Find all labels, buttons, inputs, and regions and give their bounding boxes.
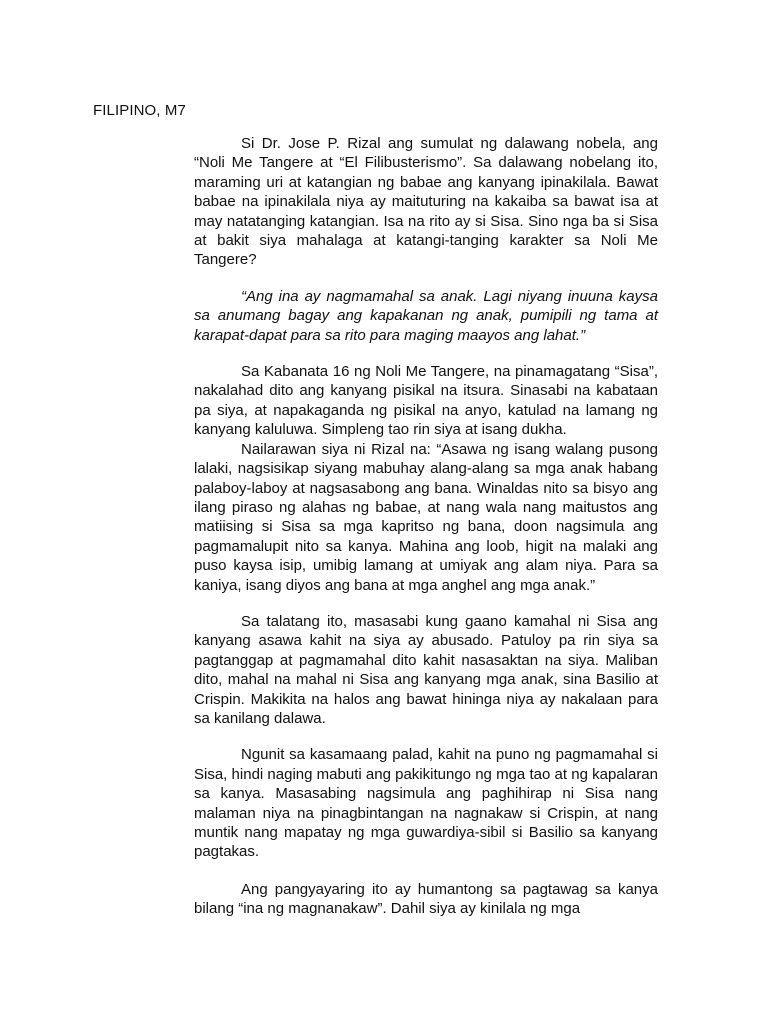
paragraph-rizal-description: Nailarawan siya ni Rizal na: “Asawa ng isang walang pusong lalaki, nagsisikap siyang mabuhay alang-alang sa mga anak habang palaboy-laboy at nagsasabong ang bana. Winaldas nito sa bisyo ang ilang piraso ng alahas ng babae, at nang wala nang maitustos ang matiising si Sisa sa mga kapritso ng bana, doon nagsimula ang pagmamalupit nito sa kanya. Mahina ang loob, higit na malaki ang puso kaysa isip, umibig lamang at umiyak ang alam niya. Para sa kaniya, isang diyos ang bana at mga anghel ang mga anak.”	[194, 440, 658, 594]
paragraph-kabanata-16: Sa Kabanata 16 ng Noli Me Tangere, na pinamagatang “Sisa”, nakalahad dito ang kanyang pisikal na itsura. Sinasabi na kabataan pa siya, at napakaganda ng pisikal na anyo, katulad na lamang ng kanyang kaluluwa. Simpleng tao rin siya at isang dukha.	[194, 363, 658, 439]
document-header: FILIPINO, M7	[93, 102, 186, 119]
paragraph-love-for-family: Sa talatang ito, masasabi kung gaano kamahal ni Sisa ang kanyang asawa kahit na siya ay abusado. Patuloy pa rin siya sa pagtanggap at pagmamahal dito kahit nasasaktan na siya. Maliban dito, mahal na mahal ni Sisa ang kanyang mga anak, sina Basilio at Crispin. Makikita na halos ang bawat hininga niya ay nakalaan para sa kanilang dalawa.	[194, 612, 658, 727]
paragraph-ina-ng-magnanakaw: Ang pangyayaring ito ay humantong sa pagtawag sa kanya bilang “ina ng magnanakaw”. Dahil siya ay kinilala ng mga	[194, 880, 658, 918]
paragraph-quote: “Ang ina ay nagmamahal sa anak. Lagi niyang inuuna kaysa sa anumang bagay ang kapakanan ng anak, pumipili ng tama at karapat-dapat para sa rito para maging maayos ang lahat.”	[194, 287, 658, 344]
paragraph-misfortune: Ngunit sa kasamaang palad, kahit na puno ng pagmamahal si Sisa, hindi naging mabuti ang pakikitungo ng mga tao at ng kapalaran sa kanya. Masasabing nagsimula ang paghihirap ni Sisa nang malaman niya na pinagbintangan na nagnakaw si Crispin, at nang muntik nang mapatay ng mga guwardiya-sibil si Basilio sa kanyang pagtakas.	[194, 746, 658, 861]
document-body	[194, 134, 658, 919]
paragraph-intro: Si Dr. Jose P. Rizal ang sumulat ng dalawang nobela, ang “Noli Me Tangere at “El Filibusterismo”. Sa dalawang nobelang ito, maraming uri at katangian ng babae ang kanyang ipinakilala. Bawat babae na ipinakilala niya ay maituturing na kakaiba sa bawat isa at may natatanging katangian. Isa na rito ay si Sisa. Sino nga ba si Sisa at bakit siya mahalaga at katangi-tanging karakter sa Noli Me Tangere?	[194, 135, 658, 269]
